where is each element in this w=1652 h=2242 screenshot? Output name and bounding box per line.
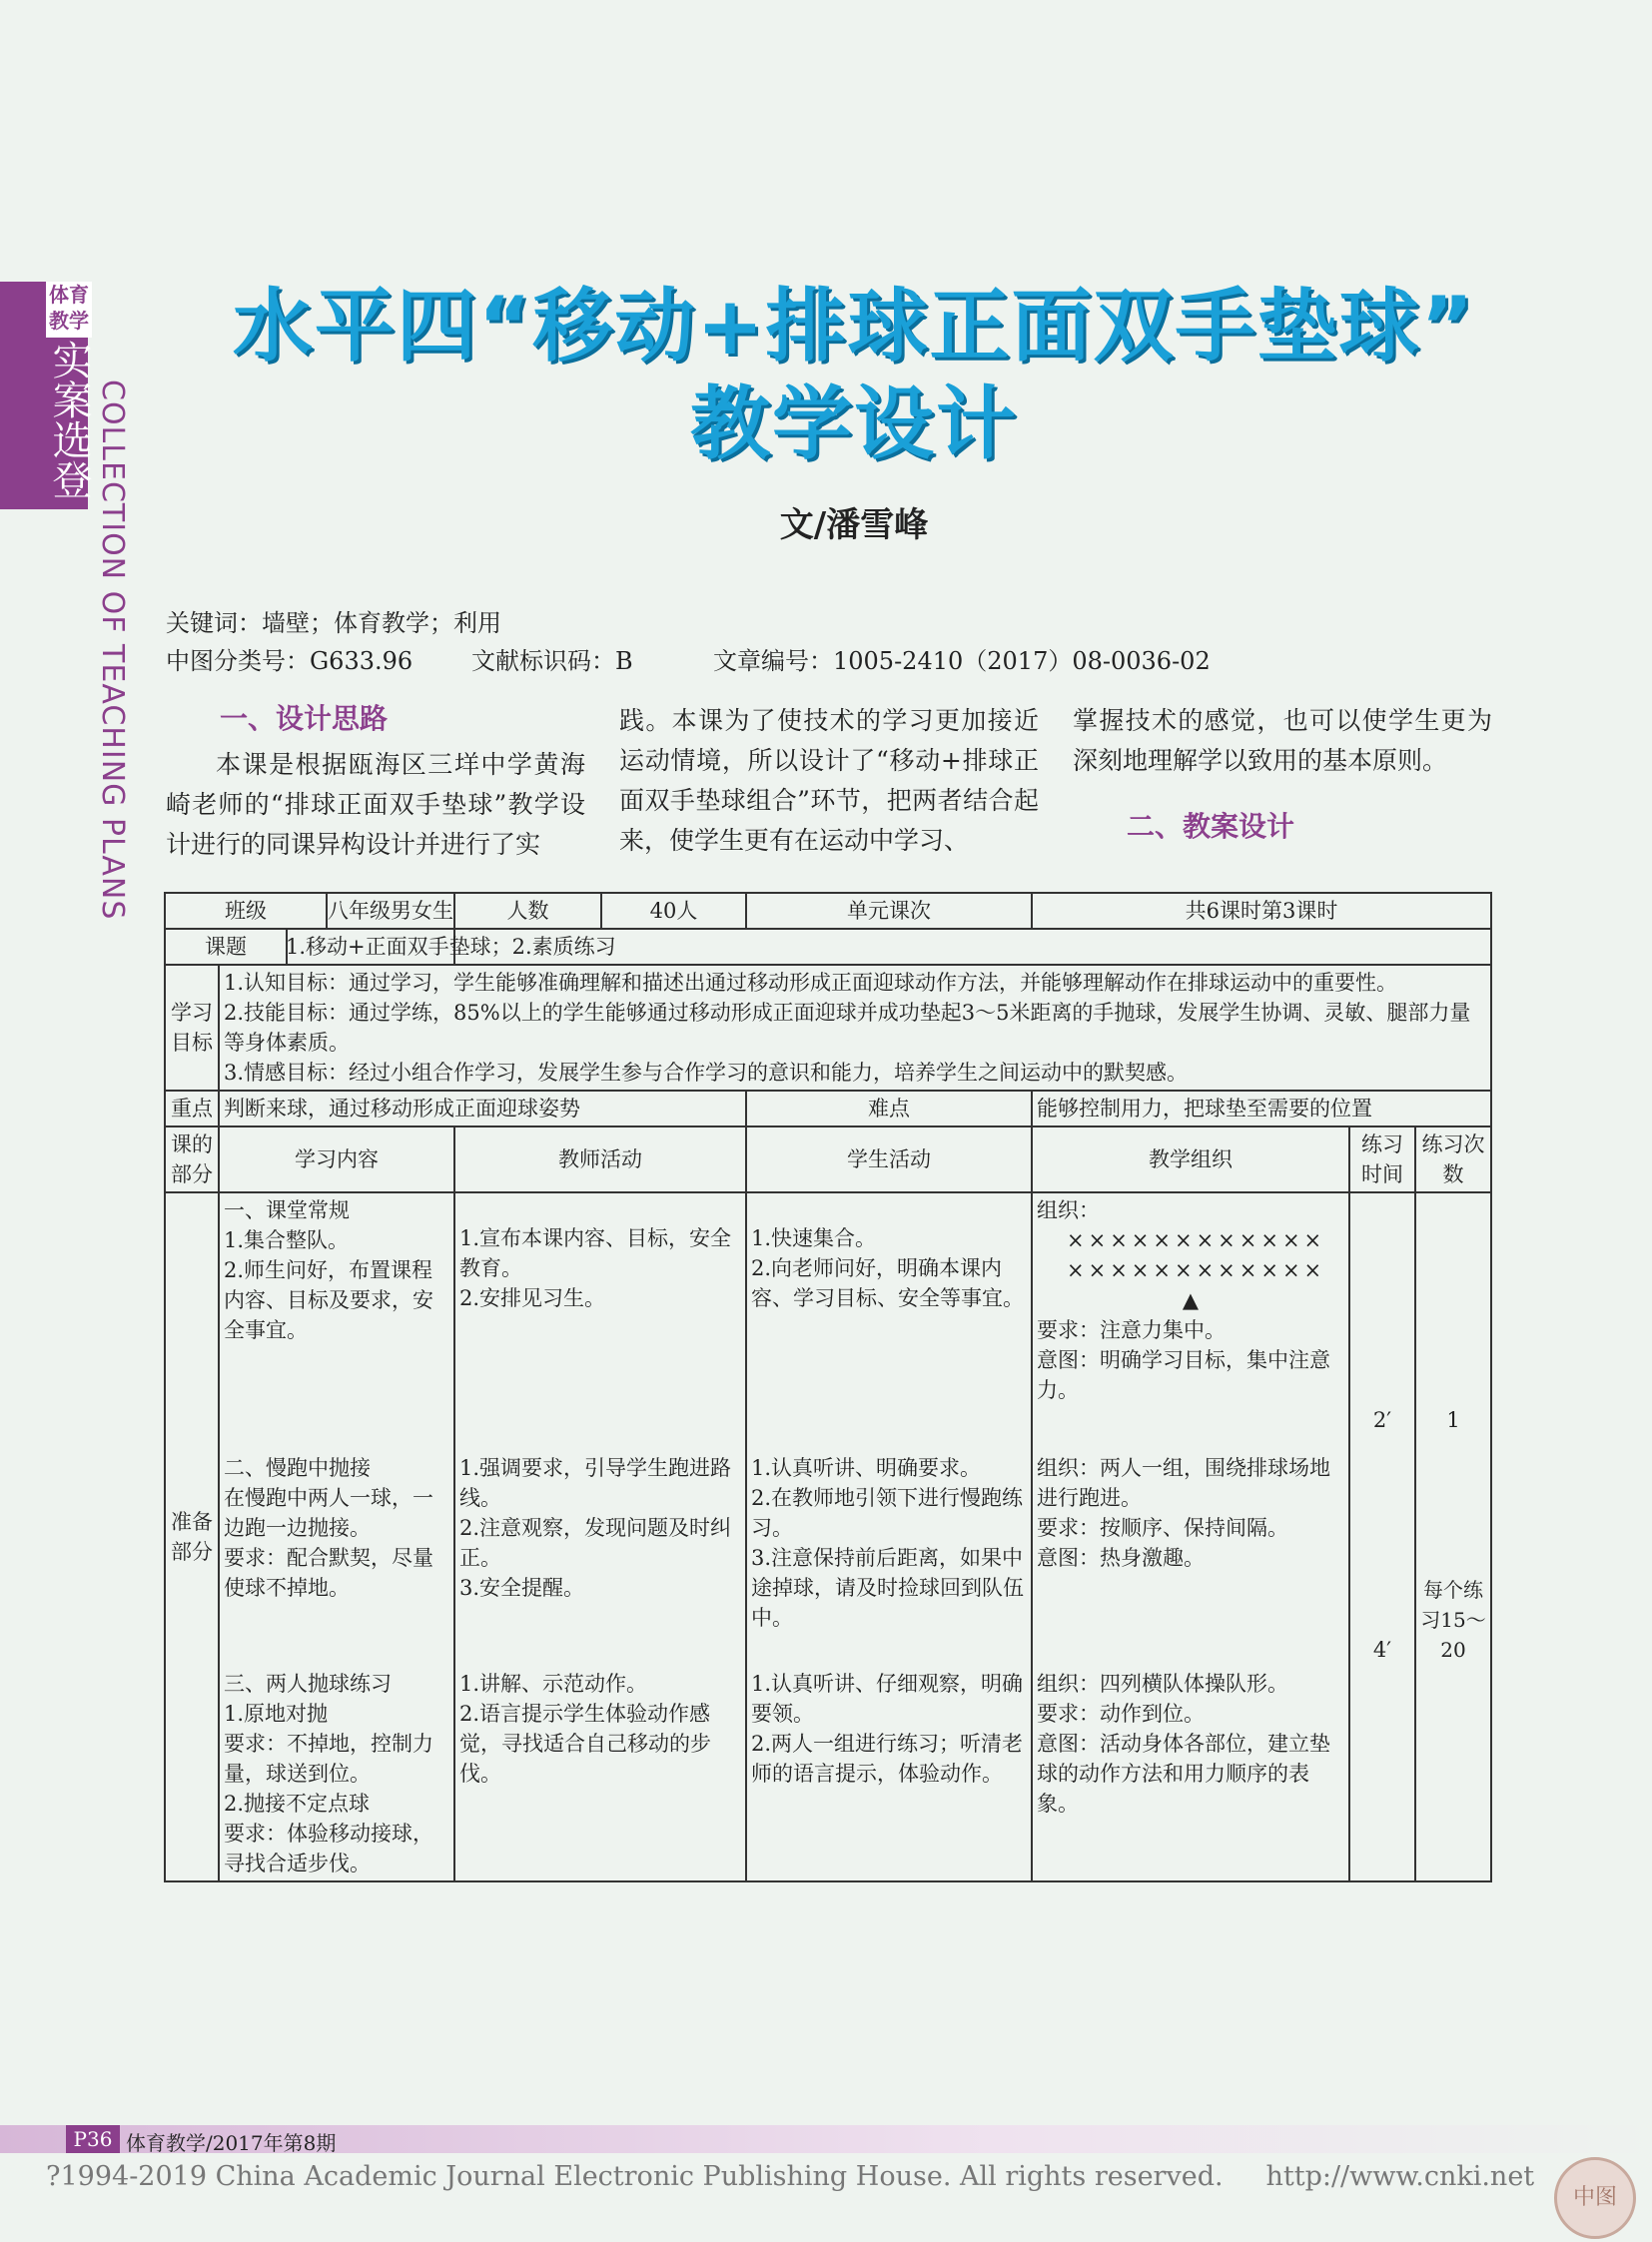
label-unit: 单元课次 <box>847 899 931 923</box>
goal-skill: 2.技能目标：通过学练，85%以上的学生能够通过移动形成正面迎球并成功垫起3～5米距离的手抛球，发展学生协调、灵敏、腿部力量等身体素质。 <box>224 1001 1471 1055</box>
organization-routine <box>1032 1192 1349 1437</box>
lesson-plan-table <box>164 892 1492 1882</box>
goal-affective: 3.情感目标：经过小组合作学习，发展学生参与合作学习的意识和能力，培养学生之间运动中的默契感。 <box>224 1061 1189 1085</box>
count-toss <box>1415 1667 1491 1881</box>
body-paragraph-2: 践。本课为了使技术的学习更加接近运动情境，所以设计了“移动+排球正面双手垫球组合”环节，把两者结合起来，使学生更有在运动中学习、 <box>619 706 1039 855</box>
count-jog: 每个练习15～20 <box>1415 1437 1491 1667</box>
sidebar-category-small: 体育 教学 <box>46 282 92 338</box>
value-goals <box>219 965 1491 1091</box>
org-routine-rest: 要求：注意力集中。 意图：明确学习目标，集中注意力。 <box>1037 1318 1330 1402</box>
header-practice-count: 练习次数 <box>1415 1126 1491 1192</box>
goal-cognitive: 1.认知目标：通过学习，学生能够准确理解和描述出通过移动形成正面迎球动作方法，并能够理解动作在排球运动中的重要性。 <box>224 971 1398 995</box>
column-3 <box>1073 701 1492 847</box>
document-code: 文献标识码：B <box>471 647 633 675</box>
keywords: 关键词：墙壁；体育教学；利用 <box>166 609 501 637</box>
sidebar-category-main: 实案选登 <box>46 340 92 499</box>
teacher-toss: 1.讲解、示范动作。 2.语言提示学生体验动作感觉，寻找适合自己移动的步伐。 <box>454 1667 746 1881</box>
header-practice-time: 练习时间 <box>1349 1126 1415 1192</box>
article-number: 文章编号：1005-2410（2017）08-0036-02 <box>713 647 1211 675</box>
table-row-prep-2 <box>165 1437 1491 1667</box>
table-row-class <box>165 893 1491 929</box>
organization-toss: 组织：四列横队体操队形。 要求：动作到位。 意图：活动身体各部位，建立垫球的动作方法和用力顺序的表象。 <box>1032 1667 1349 1881</box>
body-paragraph-3: 掌握技术的感觉，也可以使学生更为深刻地理解学以致用的基本原则。 <box>1073 706 1492 775</box>
header-content: 学习内容 <box>219 1126 454 1192</box>
header-organization: 教学组织 <box>1032 1126 1349 1192</box>
label-class: 班级 <box>166 894 328 928</box>
content-jog: 二、慢跑中抛接 在慢跑中两人一球，一边跑一边抛接。 要求：配合默契，尽量使球不掉地。 <box>219 1437 454 1667</box>
value-unit: 共6课时第3课时 <box>1032 893 1491 929</box>
article-title-line1: 水平四“移动+排球正面双手垫球” <box>232 280 1476 373</box>
content-routine: 一、课堂常规 1.集合整队。 2.师生问好，布置课程内容、目标及要求，安全事宜。 <box>219 1192 454 1437</box>
time-routine: 2′ <box>1349 1192 1415 1437</box>
header-student: 学生活动 <box>746 1126 1032 1192</box>
label-count: 人数 <box>455 894 602 928</box>
table-cell-class <box>165 893 454 929</box>
formation-row-1: ×××××××××××× <box>1067 1228 1326 1252</box>
teacher-marker-icon: ▲ <box>1182 1288 1200 1312</box>
value-topic: 1.移动+正面双手垫球；2.素质练习 <box>454 929 1491 965</box>
value-key-point: 判断来球，通过移动形成正面迎球姿势 <box>219 1091 746 1126</box>
header-teacher: 教师活动 <box>454 1126 746 1192</box>
student-jog: 1.认真听讲、明确要求。 2.在教师地引领下进行慢跑练习。 3.注意保持前后距离，如果中途掉球，请及时捡球回到队伍中。 <box>746 1437 1032 1667</box>
label-prep-part: 准备部分 <box>165 1192 219 1881</box>
page-number: P36 <box>66 2125 120 2153</box>
count-routine: 1 <box>1415 1192 1491 1437</box>
clc-number: 中图分类号：G633.96 <box>166 647 413 675</box>
publisher-seal-icon: 中图 <box>1554 2157 1636 2239</box>
org-label: 组织： <box>1037 1198 1100 1222</box>
student-routine: 1.快速集合。 2.向老师问好，明确本课内容、学习目标、安全等事宜。 <box>746 1192 1032 1437</box>
label-difficulty: 难点 <box>746 1091 1032 1126</box>
table-row-topic <box>165 929 1491 965</box>
value-class: 八年级男女生 <box>328 899 453 923</box>
table-cell-count <box>454 893 746 929</box>
journal-issue: 体育教学/2017年第8期 <box>126 2131 337 2155</box>
time-toss <box>1349 1667 1415 1881</box>
formation-row-2: ×××××××××××× <box>1067 1258 1326 1282</box>
table-row-goals <box>165 965 1491 1091</box>
label-key-point: 重点 <box>165 1091 219 1126</box>
organization-jog: 组织：两人一组，围绕排球场地进行跑进。 要求：按顺序、保持间隔。 意图：热身激趣。 <box>1032 1437 1349 1667</box>
student-toss: 1.认真听讲、仔细观察，明确要领。 2.两人一组进行练习；听清老师的语言提示，体验动作。 <box>746 1667 1032 1881</box>
section-heading-design-idea: 一、设计思路 <box>220 702 389 735</box>
table-row-header <box>165 1126 1491 1192</box>
table-row-prep-3 <box>165 1667 1491 1881</box>
teacher-jog: 1.强调要求，引导学生跑进路线。 2.注意观察，发现问题及时纠正。 3.安全提醒。 <box>454 1437 746 1667</box>
table-row-prep-1 <box>165 1192 1491 1437</box>
author: 文/潘雪峰 <box>779 505 929 545</box>
section-heading-lesson-plan: 二、教案设计 <box>1127 810 1295 843</box>
copyright-notice: ?1994-2019 China Academic Journal Electronic Publishing House. All rights reserved. http://www.cnki.net <box>46 2161 1535 2192</box>
label-goals: 学习目标 <box>165 965 219 1091</box>
content-toss: 三、两人抛球练习 1.原地对抛 要求：不掉地，控制力量，球送到位。 2.抛接不定点球 要求：体验移动接球，寻找合适步伐。 <box>219 1667 454 1881</box>
value-count: 40人 <box>649 899 698 923</box>
sidebar-english-label: COLLECTION OF TEACHING PLANS <box>95 379 130 921</box>
header-part: 课的部分 <box>165 1126 219 1192</box>
column-1 <box>166 699 585 865</box>
teacher-routine: 1.宣布本课内容、目标，安全教育。 2.安排见习生。 <box>454 1192 746 1437</box>
value-count-spacer <box>746 893 1032 929</box>
body-paragraph-1: 本课是根据瓯海区三垟中学黄海崎老师的“排球正面双手垫球”教学设计进行的同课异构设计并进行了实 <box>166 750 585 859</box>
article-title-line2: 教学设计 <box>690 377 1018 470</box>
table-row-key-points <box>165 1091 1491 1126</box>
value-difficulty: 能够控制用力，把球垫至需要的位置 <box>1032 1091 1491 1126</box>
label-topic: 课题 <box>166 930 288 964</box>
time-jog: 4′ <box>1349 1437 1415 1667</box>
column-2 <box>619 701 1039 861</box>
